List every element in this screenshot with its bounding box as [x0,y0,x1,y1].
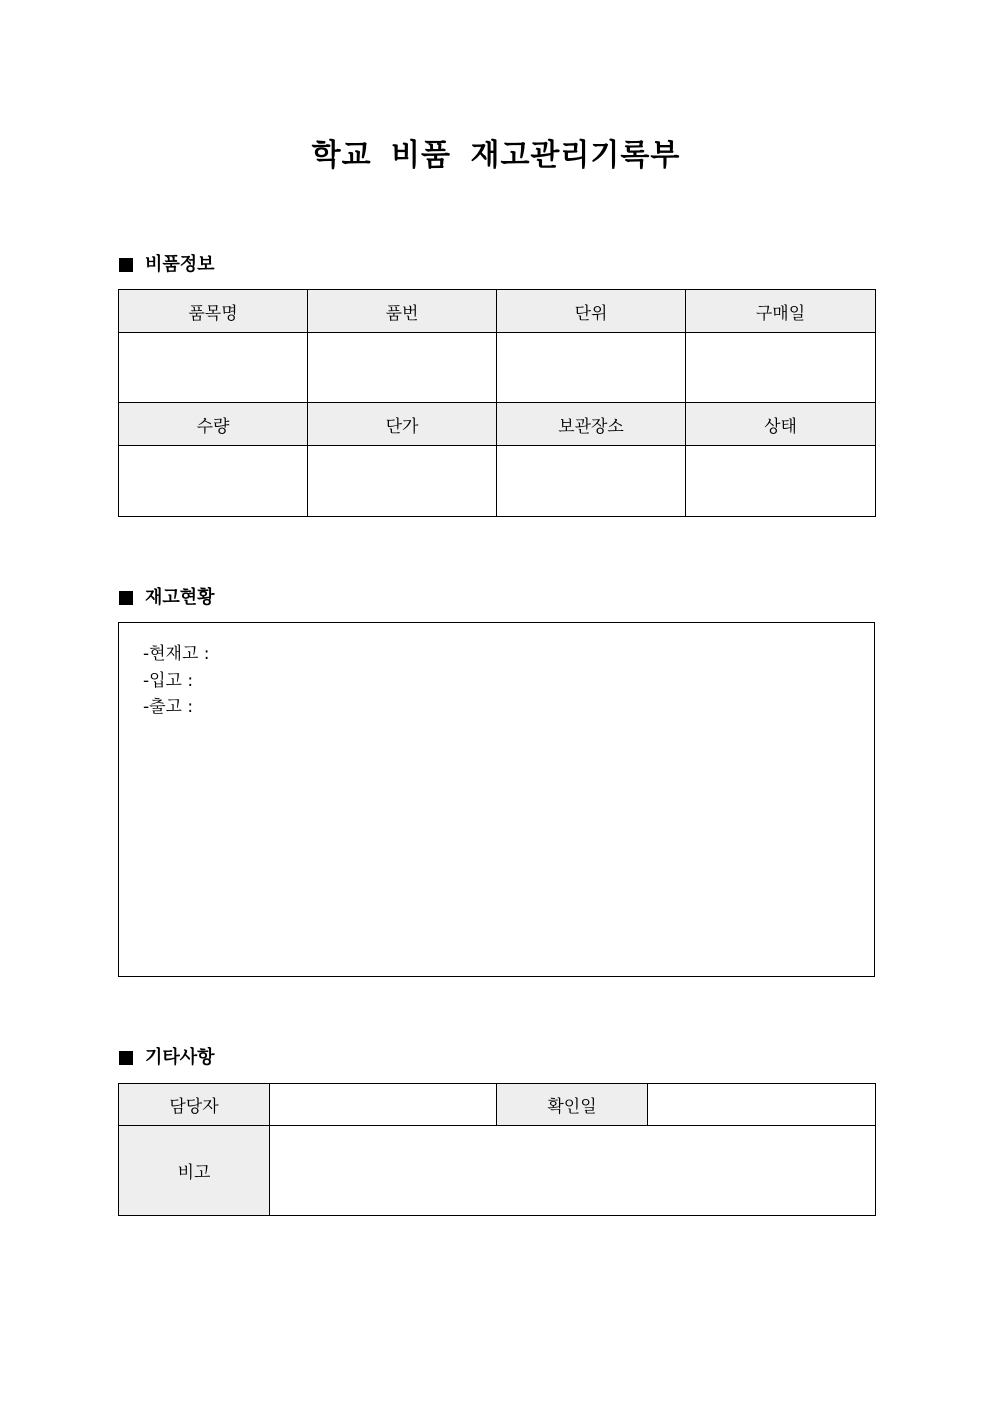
current-stock-line: -현재고 : [143,644,210,664]
header-remarks: 비고 [119,1126,270,1216]
stock-in-line: -입고 : [143,670,194,691]
square-bullet-icon [119,258,133,272]
item-info-table [118,289,876,517]
other-info-table [118,1083,876,1216]
section-heading-label: 재고현황 [145,587,215,608]
header-purchase-date: 구매일 [686,290,876,333]
stock-out-line: -출고 : [143,697,194,717]
unit-price-cell[interactable] [308,446,497,517]
remarks-cell[interactable] [270,1126,876,1216]
header-unit: 단위 [497,290,686,333]
section-heading-other [119,1045,215,1071]
section-heading-label: 기타사항 [145,1047,215,1068]
square-bullet-icon [119,1051,133,1065]
section-heading-item-info [119,252,215,278]
condition-cell[interactable] [686,446,876,517]
header-unit-price: 단가 [308,403,497,446]
storage-location-cell[interactable] [497,446,686,517]
confirm-date-cell[interactable] [648,1084,876,1126]
header-condition: 상태 [686,403,876,446]
item-number-cell[interactable] [308,333,497,403]
square-bullet-icon [119,591,133,605]
header-quantity: 수량 [119,403,308,446]
section-heading-label: 비품정보 [145,254,215,275]
header-storage-location: 보관장소 [497,403,686,446]
header-manager: 담당자 [119,1084,270,1126]
header-confirm-date: 확인일 [497,1084,648,1126]
page-title: 학교 비품 재고관리기록부 [311,138,681,173]
quantity-cell[interactable] [119,446,308,517]
stock-status-box[interactable] [118,622,875,977]
item-name-cell[interactable] [119,333,308,403]
manager-cell[interactable] [270,1084,497,1126]
unit-cell[interactable] [497,333,686,403]
header-item-name: 품목명 [119,290,308,333]
purchase-date-cell[interactable] [686,333,876,403]
section-heading-stock [119,585,215,611]
header-item-number: 품번 [308,290,497,333]
